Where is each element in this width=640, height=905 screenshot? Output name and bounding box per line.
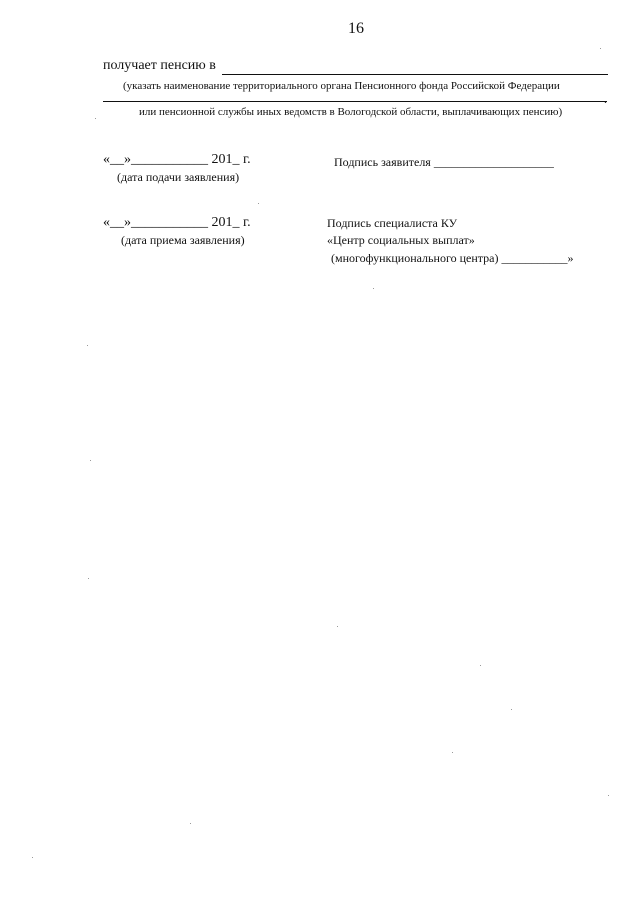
pension-body-underline [222, 74, 608, 75]
acceptance-date-caption: (дата приема заявления) [121, 233, 245, 247]
pension-line-end-mark: . [604, 92, 607, 106]
applicant-signature-label: Подпись заявителя ____________________ [334, 155, 554, 169]
specialist-signature-line2: «Центр социальных выплат» [327, 233, 475, 247]
pension-intro: получает пенсию в [103, 58, 216, 73]
page-number: 16 [348, 20, 364, 37]
pension-body-hint-line1: (указать наименование территориального органа Пенсионного фонда Российской Федерации [123, 80, 560, 92]
pension-body-hint-line2: или пенсионной службы иных ведомств в Вологодской области, выплачивающих пенсию) [139, 106, 563, 118]
scan-speck [87, 345, 88, 346]
submission-date-line: «__»___________ 201_ г. [103, 152, 251, 167]
submission-date-caption: (дата подачи заявления) [117, 170, 240, 184]
specialist-signature-line1: Подпись специалиста КУ [327, 216, 458, 230]
scan-speck [32, 857, 33, 858]
scan-speck [511, 709, 512, 710]
scan-speck [373, 288, 374, 289]
scan-speck [258, 203, 259, 204]
scan-speck [608, 795, 609, 796]
pension-body-second-underline [103, 101, 607, 102]
acceptance-date-line: «__»___________ 201_ г. [103, 215, 251, 230]
scan-speck [190, 823, 191, 824]
scan-speck [337, 626, 338, 627]
scan-speck [600, 48, 601, 49]
specialist-signature-line3: (многофункционального центра) ___________» [331, 251, 574, 265]
scan-speck [95, 118, 96, 119]
scan-speck [480, 665, 481, 666]
scan-speck [90, 460, 91, 461]
scan-speck [88, 578, 89, 579]
scan-speck [452, 752, 453, 753]
